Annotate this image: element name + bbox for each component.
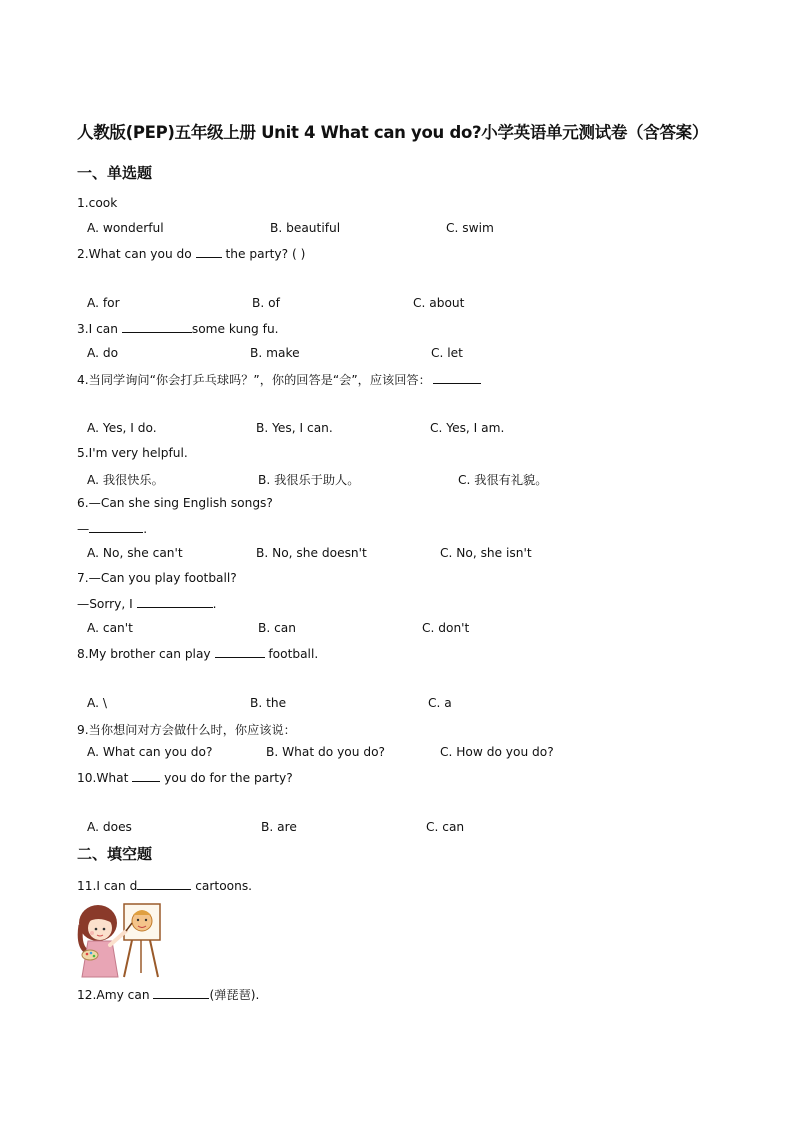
girl-painting-illustration	[76, 901, 164, 979]
section-heading-fill-in: 二、填空题	[77, 845, 153, 863]
question-2-option-a[interactable]: A. for	[87, 296, 120, 310]
question-3-option-c[interactable]: C. let	[431, 346, 463, 360]
question-2-stem-part2: the party? ( )	[221, 247, 306, 261]
question-10-stem	[77, 770, 293, 785]
question-3-option-a[interactable]: A. do	[87, 346, 119, 360]
question-3-stem-part2: some kung fu.	[191, 322, 279, 336]
girl-painting-icon	[76, 901, 164, 979]
question-9-option-a[interactable]: A. What can you do?	[87, 745, 213, 759]
question-7-period: .	[212, 597, 217, 611]
question-12-stem	[77, 986, 259, 1003]
question-4-option-c[interactable]: C. Yes, I am.	[430, 421, 505, 435]
question-5-option-b[interactable]: B. 我很乐于助人。	[258, 473, 360, 487]
question-2-stem-part1: 2.What can you do	[77, 247, 196, 261]
question-6-stem: 6.—Can she sing English songs?	[77, 496, 273, 510]
question-6-stem-line2	[77, 521, 147, 536]
question-3-stem-part1: 3.I can	[77, 322, 122, 336]
question-6-period: .	[143, 522, 148, 536]
question-7-option-c[interactable]: C. don't	[422, 621, 470, 635]
answer-blank[interactable]	[153, 987, 209, 999]
question-1-option-b[interactable]: B. beautiful	[270, 221, 341, 235]
question-1-option-a[interactable]: A. wonderful	[87, 221, 164, 235]
question-9-option-c[interactable]: C. How do you do?	[440, 745, 554, 759]
question-2-option-c[interactable]: C. about	[413, 296, 465, 310]
answer-blank[interactable]	[132, 770, 160, 782]
question-4-stem-text: 4.当同学询问“你会打乒乓球吗？”，你的回答是“会”，应该回答：	[77, 373, 431, 387]
question-6-option-c[interactable]: C. No, she isn't	[440, 546, 532, 560]
question-1-option-c[interactable]: C. swim	[446, 221, 494, 235]
question-11-stem	[77, 878, 252, 893]
answer-blank[interactable]	[137, 596, 213, 608]
question-10-option-a[interactable]: A. does	[87, 820, 132, 834]
question-1-stem: 1.cook	[77, 196, 118, 210]
answer-blank[interactable]	[89, 521, 143, 533]
question-5-option-a[interactable]: A. 我很快乐。	[87, 473, 164, 487]
question-8-stem-part1: 8.My brother can play	[77, 647, 215, 661]
question-6-dash: —	[77, 522, 90, 536]
question-6-option-b[interactable]: B. No, she doesn't	[256, 546, 367, 560]
question-11-stem-part1: 11.I can d	[77, 879, 138, 893]
question-2-option-b[interactable]: B. of	[252, 296, 280, 310]
page-title: 人教版(PEP)五年级上册 Unit 4 What can you do?小学英语单元测试卷（含答案）	[77, 123, 709, 142]
question-10-option-b[interactable]: B. are	[261, 820, 297, 834]
question-10-option-c[interactable]: C. can	[426, 820, 465, 834]
question-10-stem-part2: you do for the party?	[160, 771, 293, 785]
question-11-stem-part2: cartoons.	[191, 879, 253, 893]
question-10-stem-part1: 10.What	[77, 771, 133, 785]
question-8-option-b[interactable]: B. the	[250, 696, 287, 710]
question-9-option-b[interactable]: B. What do you do?	[266, 745, 386, 759]
question-4-option-b[interactable]: B. Yes, I can.	[256, 421, 333, 435]
question-4-stem	[77, 371, 481, 388]
question-12-stem-part2: (弹琵琶).	[209, 988, 260, 1002]
question-7-option-a[interactable]: A. can't	[87, 621, 133, 635]
question-9-stem: 9.当你想问对方会做什么时，你应该说：	[77, 723, 296, 737]
question-5-option-c[interactable]: C. 我很有礼貌。	[458, 473, 548, 487]
question-2-stem	[77, 246, 305, 261]
question-8-stem-part2: football.	[264, 647, 319, 661]
answer-blank[interactable]	[433, 372, 481, 384]
question-7-stem-line2	[77, 596, 217, 611]
question-8-option-c[interactable]: C. a	[428, 696, 452, 710]
question-6-option-a[interactable]: A. No, she can't	[87, 546, 183, 560]
question-3-option-b[interactable]: B. make	[250, 346, 300, 360]
question-5-stem: 5.I'm very helpful.	[77, 446, 188, 460]
question-12-stem-part1: 12.Amy can	[77, 988, 154, 1002]
question-4-option-a[interactable]: A. Yes, I do.	[87, 421, 157, 435]
question-8-stem	[77, 646, 318, 661]
question-7-stem: 7.—Can you play football?	[77, 571, 237, 585]
question-3-stem	[77, 321, 279, 336]
question-7-sorry: —Sorry, I	[77, 597, 137, 611]
question-7-option-b[interactable]: B. can	[258, 621, 297, 635]
section-heading-single-choice: 一、单选题	[77, 164, 153, 182]
answer-blank[interactable]	[196, 246, 222, 258]
question-8-option-a[interactable]: A. \	[87, 696, 107, 710]
answer-blank[interactable]	[215, 646, 265, 658]
answer-blank[interactable]	[122, 321, 192, 333]
answer-blank[interactable]	[137, 878, 191, 890]
